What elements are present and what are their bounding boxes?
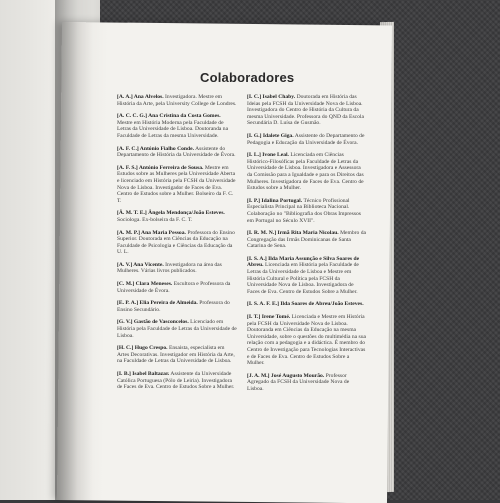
contributor-name: [I. C.] Isabel Chaby. [247,94,296,100]
contributor-bio: Licenciada em História pela Faculdade de Letras da Universidade de Lisboa e Mestre em História Cultural e Política pela FCSH da Universidade Nova de Lisboa. Investigadora de Faces de Eva. Centro de Estudos Sobre a Mulher. [247,262,359,295]
contributor-name: [A. F. C.] António Fialho Conde. [117,145,195,152]
contributor-entry [247,314,367,367]
contributor-entry [247,152,367,192]
contributor-name: [I. S. A. F. E.] Ilda Soares de Abreu/João Esteves. [247,301,364,308]
contributor-name: [I. R. M. N.] Irmã Rita Maria Nicolau. [247,230,339,237]
contributor-entry [247,198,367,224]
contributor-entry [117,94,237,107]
contributor-bio: Técnico Profissional Especialista Principal na Biblioteca Nacional. Colaboração no "Bibliografia dos Obras Impressos em Portugal no Século XVII". [247,197,361,224]
contributor-name: [A. F. S.] António Ferreira de Sousa. [117,164,204,171]
contributor-bio: Escultora e Professora da Universidade de Évora. [117,281,231,294]
contributor-entry [117,371,237,391]
contributor-name: [E. P. A.] Elia Pereira de Almeida. [117,300,198,307]
contributor-bio: Licenciada em Ciências Histórico-Filosóficas pela Faculdade de Letras da Universidade de Lisboa. Investigadora e Assessora da Comissão para a Igualdade e para os Direitos das Mulheres. Investigadora de Faces de Eva. Centro de Estudos sobre a Mulher. [247,152,364,192]
contributor-entry [117,230,237,256]
contributor-bio: Sociologa. Ex-bolseira da F. C. T. [117,216,193,223]
contributor-entry [247,373,367,393]
contributor-bio: Investigadora na área das Mulheres. Várias livros publicados. [117,261,222,275]
contributor-bio: Investigadora. Mestre em História da Arte, pela University College de Londres. [117,94,237,107]
contributor-bio: Mestre em Estudos sobre as Mulheres pela Universidade Aberta e licenciado em História pela FCSH da Universidade Nova de Lisboa. Investigador de Faces de Eva. Centro de Estudos sobre a Mulher. Bolseiro da F. C. T. [117,164,236,204]
contributor-entry [117,146,237,159]
contributor-entry [247,230,367,250]
page-title: Colaboradores [200,70,295,85]
contributor-entry [247,133,367,146]
contributor-entry [117,165,237,205]
contributor-name: [I. L.] Ivone Leal. [247,152,289,159]
contributor-name: [H. C.] Hugo Crespo. [117,345,168,352]
contributor-entry [117,319,237,339]
contributor-entry [247,301,367,308]
contributor-bio: Assistente do Departamento de História da Universidade de Évora. [117,145,236,159]
contributor-bio: Assistente do Departamento de Pedagogia e Educação da Universidade de Évora. [247,132,365,146]
contributor-name: [Â. M. T. E.] Ângela Mendonça/João Esteves. [117,210,225,217]
contributor-bio: Doutorada em História das Ideias pela FCSH da Universidade Nova de Lisboa. Investigadora do Centro de História da Cultura da mesma Universidade. Professora do QND da Escola Secundária D. Luísa de Gusmão. [247,94,364,127]
contributor-bio: Licenciada e Mestre em História pela FCSH da Universidade Nova de Lisboa. Doutoranda em Ciências da Educação na mesma Universidade, sobre o questões do multimédia na sua relação com a pedagogia e a didáctica. É membro do Centro de Investigação para Tecnologias Interactivas e de Faces de Eva. Centro de Estudos Sobre a Mulher. [247,314,366,367]
contributor-bio: Ensaista, especialista em Artes Decorativas. Investigador em História da Arte, na Faculdade de Letras da Universidade de Lisboa. [117,345,235,365]
contributor-entry [247,94,367,127]
contributor-name: [I. P.] Idalina Portugal. [247,197,303,204]
contributor-name: [A. V.] Ana Vicente. [117,261,164,268]
contributor-entry [117,281,237,294]
contributor-bio: Assistente da Universidade Católica Portuguesa (Pólo de Leiria). Investigadora de Faces de Eva. Centro de Estudos Sobre a Mulher. [117,371,235,391]
contributor-name: [I. T.] Irene Tomé. [247,314,291,321]
contributor-name: [A. A.] Ana Alvelos. [117,94,164,100]
contributor-name: [J. A. M.] José Augusto Mourão. [247,372,325,379]
contributor-name: [G. V.] Gastão de Vasconcelos. [117,319,189,326]
contributor-entry [117,113,237,139]
contributor-name: [C. M.] Clara Meneses. [117,281,173,288]
contributor-entry [117,210,237,223]
right-column [247,94,367,399]
contributor-name: [A. C. C. G.] Ana Cristina da Costa Gomes. [117,113,221,120]
left-column [117,94,237,397]
contributor-name: [A. M. P.] Ana Maria Pessoa. [117,229,186,236]
contributor-bio: Professora do Ensino Secundário. [117,300,230,313]
contributor-bio: Membro da Congregação das Irmãs Dominicanas de Santa Catarina de Sena. [247,230,367,250]
contributor-name: [I. S. A.] Ilda Maria Assunção e Silva Soares de Abreu. [247,255,360,269]
contributor-entry [247,256,367,296]
book-gutter [55,0,93,500]
contributor-bio: Professor Agregado da FCSH da Universidade Nova de Lisboa. [247,372,350,392]
contributor-name: [I. G.] Idalete Giga. [247,132,294,139]
contributor-entry [117,262,237,275]
contributor-bio: Mestre em História Moderna pela Faculdade de Letras da Universidade de Lisboa. Doutoranda na Faculdade de Letras da mesma Universidade. [117,119,229,139]
contributor-name: [I. B.] Isabel Baltazar. [117,371,170,377]
contributor-entry [117,300,237,313]
contributor-entry [117,345,237,365]
contributor-bio: Professora do Ensino Superior. Doutorada em Ciências da Educação na Faculdade de Psicologia e Ciências da Educação da U. L. [117,229,235,256]
contributor-bio: Licenciado em História pela Faculdade de Letras da Universidade de Lisboa. [117,319,237,339]
